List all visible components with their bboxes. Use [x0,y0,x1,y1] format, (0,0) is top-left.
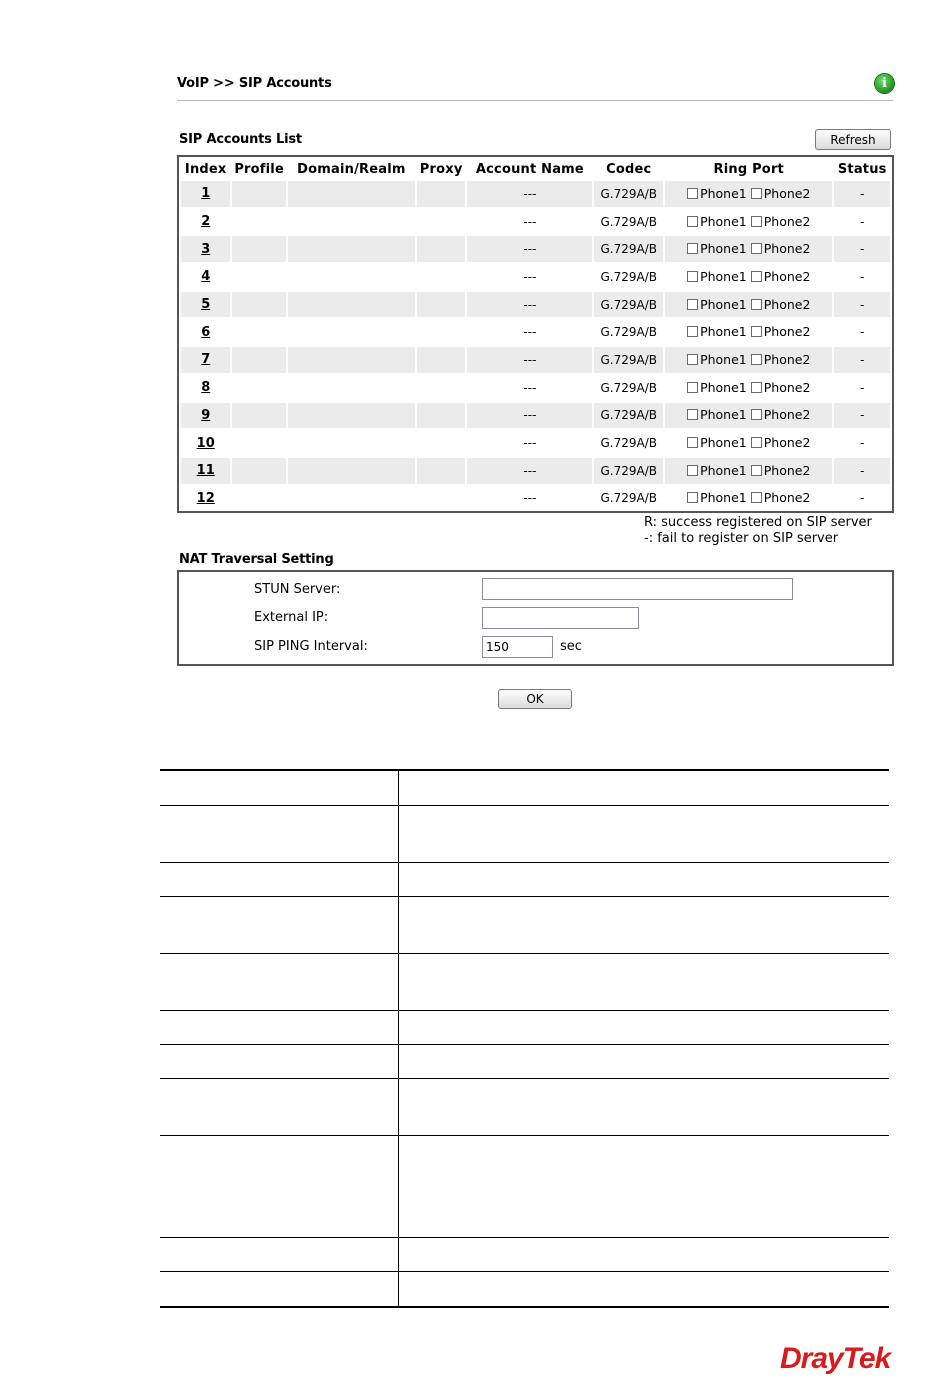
account-name-cell: --- [467,236,592,262]
codec-cell: G.729A/B [594,458,663,484]
account-name-cell: --- [467,375,592,401]
account-index-link[interactable]: 11 [196,463,215,479]
ring-port-cell [665,181,832,207]
ring-port-cell [665,403,832,429]
account-name-cell: --- [467,458,592,484]
table-row [181,347,890,373]
account-index-link[interactable]: 3 [201,241,211,257]
status-cell: - [834,458,890,484]
description-table-bottom-border [160,1306,889,1308]
domain-cell [288,486,415,512]
proxy-cell [417,292,465,318]
index-cell [181,486,230,512]
title-divider [177,100,893,101]
phone2-checkbox[interactable] [751,243,762,254]
table-row [181,403,890,429]
refresh-button[interactable]: Refresh [815,129,891,150]
account-index-link[interactable]: 7 [201,352,211,368]
profile-cell [232,486,285,512]
phone2-label: Phone2 [763,241,811,257]
phone1-option[interactable] [687,352,747,367]
external-ip-input[interactable] [482,607,639,629]
phone2-label: Phone2 [763,268,811,284]
description-row-divider [160,805,889,806]
phone1-option[interactable] [687,297,747,312]
proxy-cell [417,209,465,235]
ring-port-cell [665,486,832,512]
ok-button[interactable]: OK [498,689,572,709]
phone2-label: Phone2 [763,379,811,395]
legend-failed: -: fail to register on SIP server [644,531,839,546]
description-row-divider [160,1237,889,1238]
profile-cell [232,347,285,373]
ring-port-cell [665,292,832,318]
index-cell [181,236,230,262]
account-index-link[interactable]: 4 [201,269,211,285]
domain-cell [288,236,415,262]
account-name-cell: --- [467,319,592,345]
description-row-divider [160,896,889,897]
index-cell [181,181,230,207]
account-index-link[interactable]: 8 [201,380,211,396]
phone1-option[interactable] [687,241,747,256]
index-cell [181,430,230,456]
sip-accounts-list-title: SIP Accounts List [179,132,302,147]
profile-cell [232,430,285,456]
phone1-label: Phone1 [700,435,747,451]
phone1-checkbox[interactable] [687,465,698,476]
proxy-cell [417,430,465,456]
phone2-option[interactable] [751,297,811,312]
phone2-option[interactable] [751,463,811,478]
column-header: Domain/Realm [297,161,406,177]
profile-cell [232,319,285,345]
phone1-checkbox[interactable] [687,437,698,448]
table-row [181,375,890,401]
profile-cell [232,403,285,429]
codec-cell: G.729A/B [594,375,663,401]
phone2-option[interactable] [751,324,811,339]
phone2-label: Phone2 [763,185,811,201]
proxy-cell [417,181,465,207]
status-cell: - [834,375,890,401]
column-header: Status [837,161,887,177]
account-index-link[interactable]: 2 [201,214,211,230]
codec-cell: G.729A/B [594,292,663,318]
domain-cell [288,458,415,484]
description-row-divider [160,1135,889,1136]
external-ip-label: External IP: [254,610,329,625]
sip-ping-interval-input[interactable] [482,636,553,658]
table-row [181,236,890,262]
proxy-cell [417,375,465,401]
phone1-checkbox[interactable] [687,354,698,365]
proxy-cell [417,236,465,262]
phone1-checkbox[interactable] [687,409,698,420]
phone1-label: Phone1 [700,185,747,201]
phone2-option[interactable] [751,380,811,395]
phone1-label: Phone1 [700,407,747,423]
phone1-option[interactable] [687,435,747,450]
phone1-checkbox[interactable] [687,492,698,503]
codec-cell: G.729A/B [594,181,663,207]
account-index-link[interactable]: 1 [201,186,211,202]
domain-cell [288,264,415,290]
domain-cell [288,181,415,207]
phone2-label: Phone2 [763,407,811,423]
codec-cell: G.729A/B [594,236,663,262]
proxy-cell [417,319,465,345]
phone1-label: Phone1 [700,213,747,229]
index-cell [181,209,230,235]
account-name-cell: --- [467,181,592,207]
proxy-cell [417,458,465,484]
sip-ping-interval-label: SIP PING Interval: [254,639,368,654]
phone1-option[interactable] [687,463,747,478]
phone1-label: Phone1 [700,379,747,395]
phone2-checkbox[interactable] [751,271,762,282]
legend-registered: R: success registered on SIP server [644,515,872,530]
index-cell [181,292,230,318]
phone1-option[interactable] [687,407,747,422]
phone1-option[interactable] [687,186,747,201]
table-row [181,292,890,318]
profile-cell [232,209,285,235]
phone2-checkbox[interactable] [751,326,762,337]
phone2-checkbox[interactable] [751,409,762,420]
stun-server-input[interactable] [482,578,793,600]
phone2-checkbox[interactable] [751,382,762,393]
phone2-checkbox[interactable] [751,188,762,199]
phone1-checkbox[interactable] [687,216,698,227]
status-cell: - [834,209,890,235]
description-row-divider [160,1044,889,1045]
account-index-link[interactable]: 12 [196,490,215,506]
phone1-checkbox[interactable] [687,326,698,337]
domain-cell [288,347,415,373]
status-cell: - [834,430,890,456]
index-cell [181,264,230,290]
phone2-option[interactable] [751,241,811,256]
phone2-option[interactable] [751,269,811,284]
proxy-cell [417,486,465,512]
status-cell: - [834,403,890,429]
phone2-option[interactable] [751,186,811,201]
index-cell [181,403,230,429]
account-name-cell: --- [467,209,592,235]
phone1-option[interactable] [687,269,747,284]
phone1-label: Phone1 [700,241,747,257]
domain-cell [288,292,415,318]
nat-traversal-title: NAT Traversal Setting [179,552,334,567]
profile-cell [232,264,285,290]
table-row [181,430,890,456]
phone2-label: Phone2 [763,462,811,478]
sip-ping-unit: sec [560,639,582,654]
domain-cell [288,319,415,345]
sip-accounts-table-box [177,155,894,513]
phone1-option[interactable] [687,380,747,395]
profile-cell [232,292,285,318]
codec-cell: G.729A/B [594,403,663,429]
draytek-logo: DrayTek [780,1342,891,1375]
phone2-checkbox[interactable] [751,437,762,448]
index-cell [181,375,230,401]
status-cell: - [834,236,890,262]
status-cell: - [834,486,890,512]
column-header: Index [184,161,227,177]
proxy-cell [417,347,465,373]
account-name-cell: --- [467,486,592,512]
description-table-divider [398,771,399,1306]
ring-port-cell [665,264,832,290]
account-index-link[interactable]: 9 [201,407,211,423]
table-row [181,264,890,290]
account-index-link[interactable]: 10 [196,435,215,451]
info-icon[interactable]: i [875,74,894,93]
column-header: Ring Port [713,161,784,177]
domain-cell [288,209,415,235]
description-table-top-border [160,769,889,771]
phone2-checkbox[interactable] [751,492,762,503]
phone1-checkbox[interactable] [687,382,698,393]
account-index-link[interactable]: 5 [201,297,211,313]
status-cell: - [834,181,890,207]
phone1-checkbox[interactable] [687,271,698,282]
codec-cell: G.729A/B [594,264,663,290]
description-row-divider [160,953,889,954]
phone2-option[interactable] [751,490,811,505]
ring-port-cell [665,458,832,484]
ring-port-cell [665,236,832,262]
status-cell: - [834,264,890,290]
phone1-checkbox[interactable] [687,299,698,310]
status-cell: - [834,347,890,373]
phone2-checkbox[interactable] [751,299,762,310]
profile-cell [232,458,285,484]
column-header: Codec [606,161,652,177]
phone2-label: Phone2 [763,324,811,340]
description-row-divider [160,1271,889,1272]
phone2-checkbox[interactable] [751,216,762,227]
account-name-cell: --- [467,403,592,429]
account-index-link[interactable]: 6 [201,324,211,340]
account-name-cell: --- [467,264,592,290]
stun-server-label: STUN Server: [254,582,341,597]
column-header: Profile [234,161,284,177]
domain-cell [288,430,415,456]
status-cell: - [834,319,890,345]
profile-cell [232,236,285,262]
phone2-label: Phone2 [763,351,811,367]
phone1-label: Phone1 [700,324,747,340]
ring-port-cell [665,319,832,345]
codec-cell: G.729A/B [594,430,663,456]
account-name-cell: --- [467,430,592,456]
ring-port-cell [665,347,832,373]
ring-port-cell [665,209,832,235]
profile-cell [232,181,285,207]
sip-accounts-table [179,157,892,513]
page-title: VoIP >> SIP Accounts [177,76,332,91]
description-row-divider [160,862,889,863]
phone2-option[interactable] [751,407,811,422]
phone1-checkbox[interactable] [687,188,698,199]
phone2-label: Phone2 [763,435,811,451]
profile-cell [232,375,285,401]
description-row-divider [160,1010,889,1011]
column-header: Account Name [475,161,584,177]
phone2-checkbox[interactable] [751,465,762,476]
table-row [181,458,890,484]
proxy-cell [417,403,465,429]
ring-port-cell [665,375,832,401]
phone1-label: Phone1 [700,351,747,367]
index-cell [181,319,230,345]
table-row [181,209,890,235]
phone2-option[interactable] [751,435,811,450]
phone2-label: Phone2 [763,296,811,312]
index-cell [181,458,230,484]
phone1-option[interactable] [687,324,747,339]
index-cell [181,347,230,373]
status-cell: - [834,292,890,318]
codec-cell: G.729A/B [594,209,663,235]
phone1-option[interactable] [687,490,747,505]
phone1-checkbox[interactable] [687,243,698,254]
ring-port-cell [665,430,832,456]
phone1-label: Phone1 [700,462,747,478]
phone2-label: Phone2 [763,213,811,229]
phone1-label: Phone1 [700,268,747,284]
column-header: Proxy [419,161,463,177]
account-name-cell: --- [467,347,592,373]
account-name-cell: --- [467,292,592,318]
codec-cell: G.729A/B [594,319,663,345]
phone1-label: Phone1 [700,490,747,506]
phone2-checkbox[interactable] [751,354,762,365]
proxy-cell [417,264,465,290]
codec-cell: G.729A/B [594,486,663,512]
phone1-label: Phone1 [700,296,747,312]
description-row-divider [160,1078,889,1079]
domain-cell [288,403,415,429]
phone2-label: Phone2 [763,490,811,506]
phone2-option[interactable] [751,352,811,367]
table-header-row [181,159,890,179]
phone2-option[interactable] [751,214,811,229]
table-row [181,319,890,345]
table-row [181,486,890,512]
codec-cell: G.729A/B [594,347,663,373]
phone1-option[interactable] [687,214,747,229]
table-row [181,181,890,207]
domain-cell [288,375,415,401]
